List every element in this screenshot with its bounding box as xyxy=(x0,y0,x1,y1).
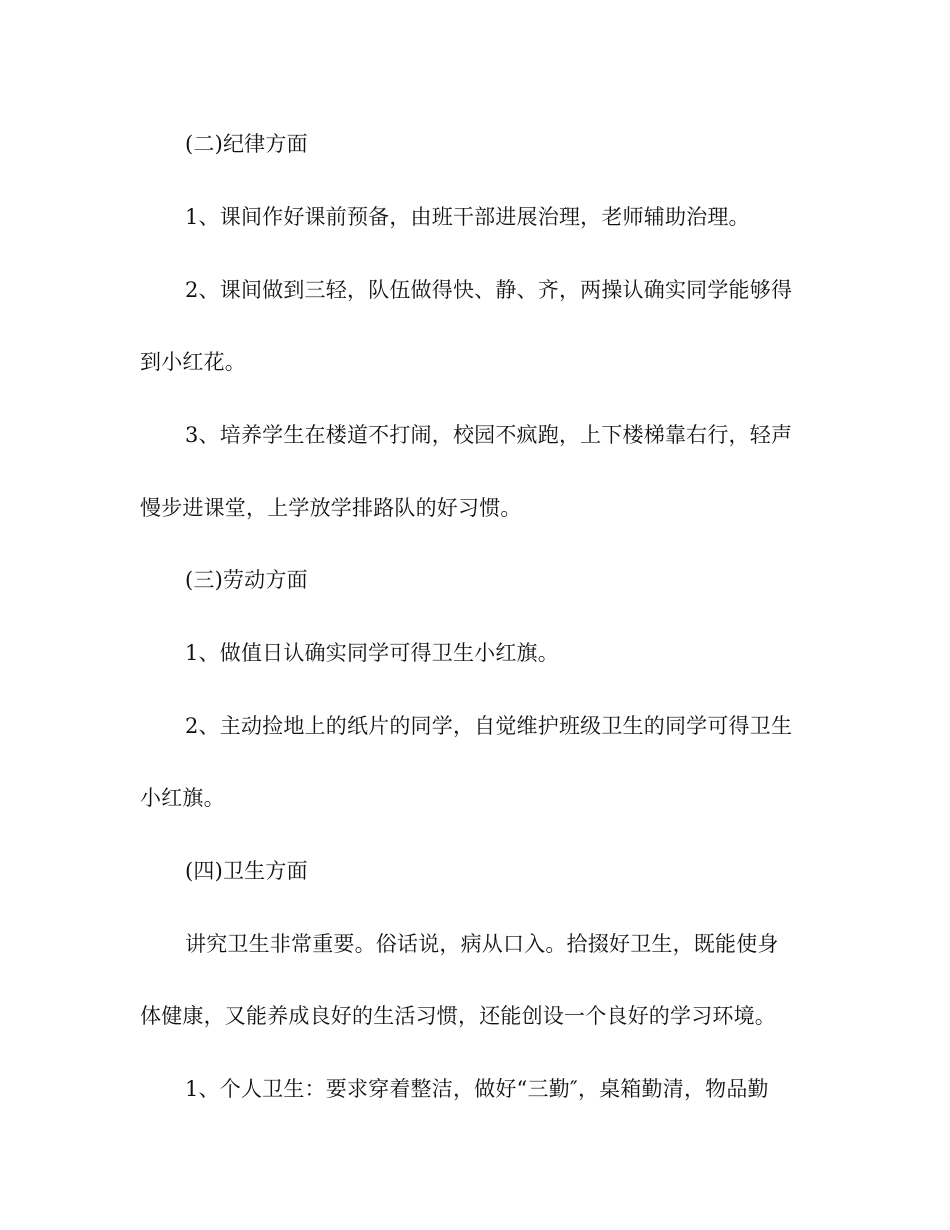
paragraph-line: 2、主动捡地上的纸片的同学，自觉维护班级卫生的同学可得卫生 xyxy=(185,714,793,738)
section-heading-labor: (三)劳动方面 xyxy=(185,568,308,592)
paragraph-line: 1、课间作好课前预备，由班干部进展治理，老师辅助治理。 xyxy=(185,205,750,229)
paragraph-line: 小红旗。 xyxy=(140,786,225,810)
section-heading-hygiene: (四)卫生方面 xyxy=(185,859,308,883)
paragraph-line: 1、做值日认确实同学可得卫生小红旗。 xyxy=(185,641,559,665)
paragraph-line: 体健康，又能养成良好的生活习惯，还能创设一个良好的学习环境。 xyxy=(140,1004,776,1028)
paragraph-line: 到小红花。 xyxy=(140,350,246,374)
paragraph-line: 慢步进课堂，上学放学排路队的好习惯。 xyxy=(140,496,522,520)
paragraph-line: 讲究卫生非常重要。俗话说，病从口入。拾掇好卫生，既能使身 xyxy=(185,932,779,956)
section-heading-discipline: (二)纪律方面 xyxy=(185,132,308,156)
paragraph-line: 1、个人卫生：要求穿着整洁，做好“三勤″，桌箱勤清，物品勤 xyxy=(185,1077,769,1101)
paragraph-line: 2、课间做到三轻，队伍做得快、静、齐，两操认确实同学能够得 xyxy=(185,278,793,302)
paragraph-line: 3、培养学生在楼道不打闹，校园不疯跑，上下楼梯靠右行，轻声 xyxy=(185,423,793,447)
